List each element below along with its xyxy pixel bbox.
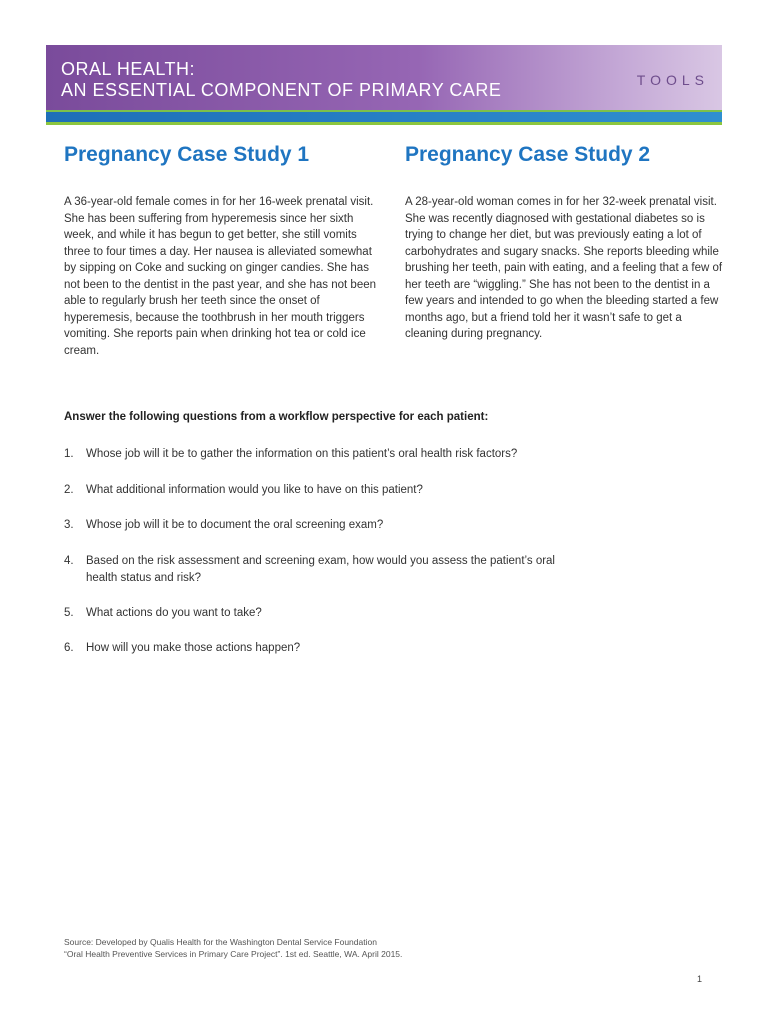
question-item [64,446,624,463]
title-line-2: AN ESSENTIAL COMPONENT OF PRIMARY CARE [61,80,502,100]
question-text: What additional information would you like to have on this patient? [86,484,423,496]
question-item [64,605,624,622]
header-banner [46,45,722,110]
source-citation [64,936,402,960]
header-divider-blue [46,112,722,122]
case-study-1-title: Pregnancy Case Study 1 [64,143,310,166]
case-study-1 [64,138,386,359]
question-list [64,446,624,657]
question-number: 2. [64,484,74,496]
case-study-2 [405,138,727,343]
question-item [64,640,624,657]
question-text: Whose job will it be to document the oral screening exam? [86,519,384,531]
question-text: How will you make those actions happen? [86,642,301,654]
question-number: 6. [64,642,74,654]
source-line-2: “Oral Health Preventive Services in Primary Care Project”. 1st ed. Seattle, WA. April 2015. [64,949,403,959]
title-line-1: ORAL HEALTH: [61,59,196,79]
question-number: 4. [64,555,74,567]
question-number: 5. [64,607,74,619]
instructions-heading: Answer the following questions from a workflow perspective for each patient: [64,411,489,423]
header-divider-green-bottom [46,122,722,125]
source-line-1: Source: Developed by Qualis Health for the Washington Dental Service Foundation [64,937,377,947]
question-item [64,517,624,534]
case-study-1-body: A 36-year-old female comes in for her 16-week prenatal visit. She has been suffering from hyperemesis since her sixth week, and while it has begun to get better, she still vomits three to four times a day. Her nausea is alleviated somewhat by sipping on Coke and sucking on ginger candies. She has not been to the dentist in the past year, and she has not been able to regularly brush her teeth since the onset of hyperemesis, because the toothbrush in her mouth triggers vomiting. She reports pain when drinking hot tea or cold ice cream. [64,196,377,357]
section-label: TOOLS [636,72,709,88]
question-text: Whose job will it be to gather the information on this patient’s oral health risk factors? [86,448,518,460]
document-title [61,59,501,101]
case-study-2-body: A 28-year-old woman comes in for her 32-week prenatal visit. She was recently diagnosed with gestational diabetes so is trying to change her diet, but was previously eating a lot of carbohydrates and sugary snacks. She reports bleeding while brushing her teeth, pain with eating, and a feeling that a few of her teeth are “wiggling.” She has not been to the dentist in a few years and intended to go when the bleeding started a few months ago, but a friend told her it wasn’t safe to get a cleaning during pregnancy. [405,196,723,340]
question-number: 1. [64,448,74,460]
case-study-2-title: Pregnancy Case Study 2 [405,143,651,166]
question-number: 3. [64,519,74,531]
question-text: Based on the risk assessment and screening exam, how would you assess the patient’s oral health status and risk? [86,555,555,584]
page-number: 1 [697,974,703,984]
question-item [64,482,624,499]
question-text: What actions do you want to take? [86,607,262,619]
question-item [64,553,624,587]
